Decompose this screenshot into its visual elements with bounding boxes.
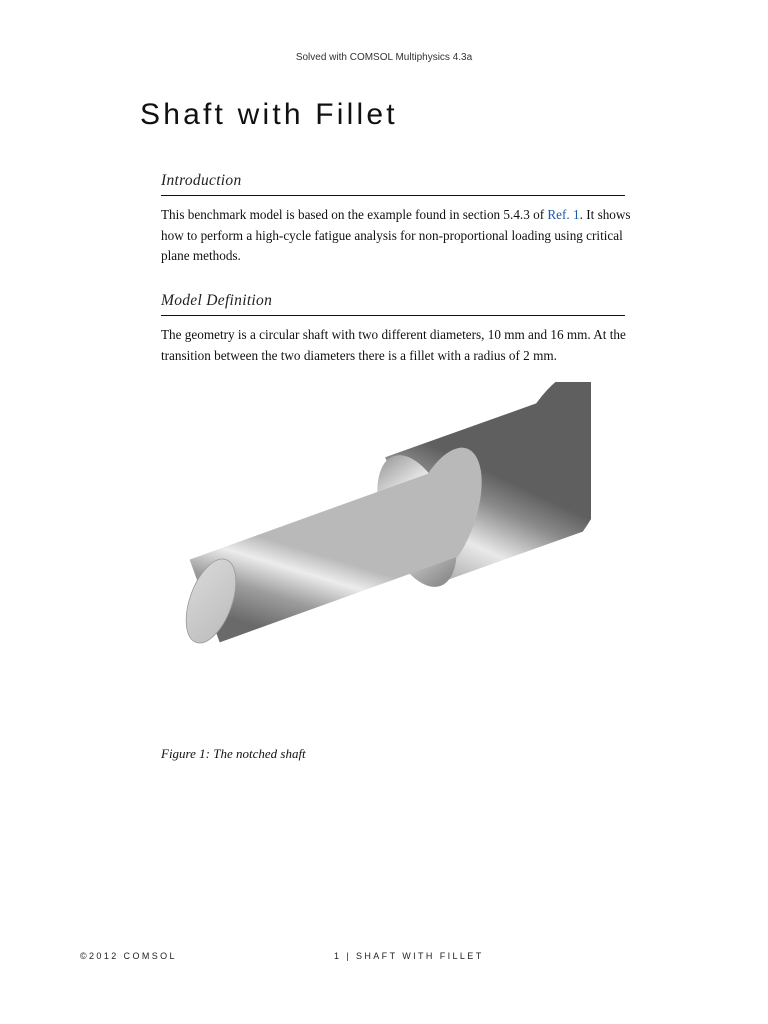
page-number: 1 [334, 951, 342, 961]
page-header: Solved with COMSOL Multiphysics 4.3a [295, 52, 473, 63]
section-heading-model-definition: Model Definition [161, 292, 625, 316]
shaft-illustration [161, 382, 591, 727]
footer-document-title: SHAFT WITH FILLET [355, 951, 484, 961]
footer-page-info [334, 951, 484, 961]
section-heading-introduction: Introduction [161, 172, 625, 196]
shaft-small-cylinder [190, 448, 482, 643]
intro-text-before: This benchmark model is based on the example found in section 5.4.3 of [161, 207, 548, 222]
notched-shaft-figure [161, 382, 591, 727]
intro-text-after: . It shows how to perform a high-cycle fatigue analysis for non-proportional loading using critical plane methods. [161, 207, 631, 263]
introduction-paragraph [161, 205, 631, 267]
reference-link[interactable]: Ref. 1 [547, 207, 580, 222]
page-title: Shaft with Fillet [140, 98, 398, 131]
footer-separator: | [346, 951, 352, 961]
figure-caption: Figure 1: The notched shaft [161, 746, 306, 761]
model-definition-paragraph: The geometry is a circular shaft with two different diameters, 10 mm and 16 mm. At the transition between the two diameters there is a fillet with a radius of 2 mm. [161, 327, 626, 363]
footer-copyright: ©2012 COMSOL [80, 951, 177, 961]
